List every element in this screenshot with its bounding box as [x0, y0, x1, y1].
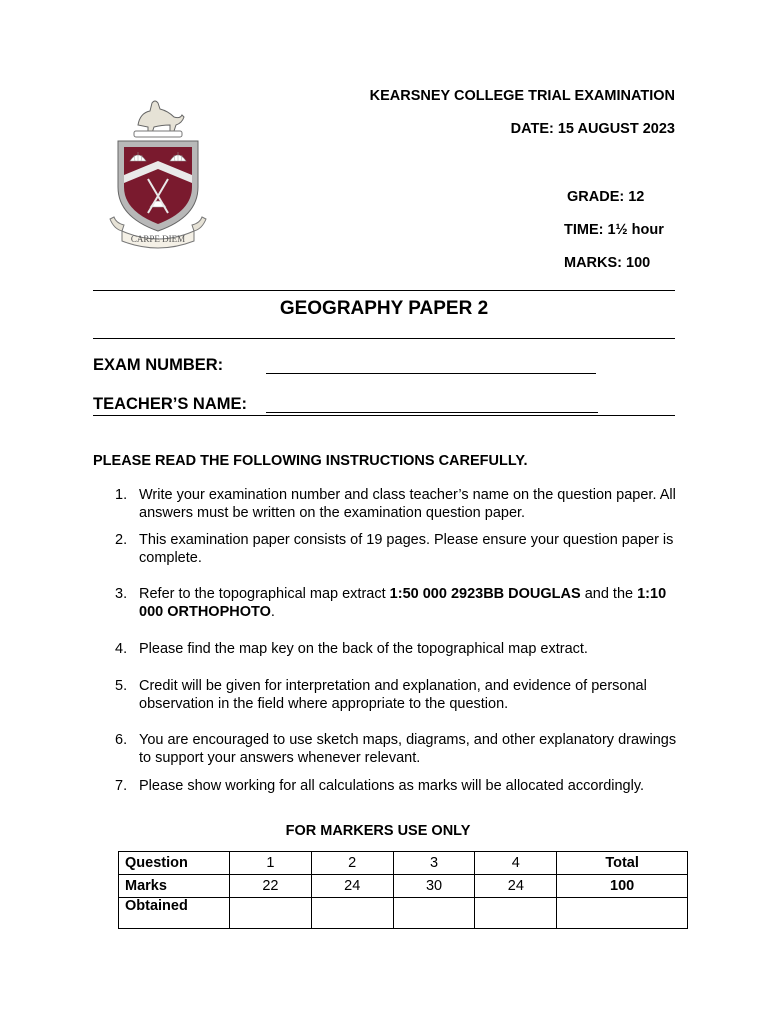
teacher-name-field[interactable]	[266, 412, 598, 413]
instruction-number: 1.	[115, 487, 128, 503]
crest-motto: CARPE DIEM	[130, 234, 186, 244]
question-number: 2	[311, 852, 393, 875]
instruction-text: You are encouraged to use sketch maps, diagrams, and other explanatory drawings to support your answers whenever relevant.	[139, 732, 677, 766]
question-marks: 24	[475, 875, 557, 898]
obtained-cell[interactable]	[475, 898, 557, 929]
row-label-question: Question	[119, 852, 230, 875]
instruction-number: 7.	[115, 778, 128, 794]
table-row	[119, 898, 688, 929]
row-label-obtained: Obtained	[119, 898, 230, 929]
obtained-cell[interactable]	[311, 898, 393, 929]
exam-marks: MARKS: 100	[564, 255, 651, 271]
exam-number-field[interactable]	[266, 373, 596, 374]
instruction-text: Write your examination number and class teacher’s name on the question paper. All answers must be written on the examination question paper.	[139, 487, 676, 521]
instruction-number: 4.	[115, 641, 128, 657]
instruction-text: Please find the map key on the back of the topographical map extract.	[139, 641, 588, 657]
title-top-rule	[93, 290, 675, 291]
exam-grade: GRADE: 12	[567, 189, 645, 205]
school-crest	[108, 95, 208, 253]
institution-heading: KEARSNEY COLLEGE TRIAL EXAMINATION	[369, 88, 675, 104]
instruction-number: 3.	[115, 586, 128, 602]
table-row	[119, 875, 688, 898]
instruction-text: Please show working for all calculations as marks will be allocated accordingly.	[139, 778, 645, 794]
question-number: 1	[230, 852, 312, 875]
exam-date: DATE: 15 AUGUST 2023	[510, 121, 675, 137]
title-bottom-rule	[93, 338, 675, 339]
exam-number-label: EXAM NUMBER:	[93, 356, 224, 374]
row-label-marks: Marks	[119, 875, 230, 898]
fields-bottom-rule	[93, 415, 675, 416]
instruction-number: 6.	[115, 732, 128, 748]
teacher-name-label: TEACHER’S NAME:	[93, 395, 248, 413]
obtained-cell[interactable]	[393, 898, 475, 929]
question-marks: 24	[311, 875, 393, 898]
question-number: 4	[475, 852, 557, 875]
instruction-text: Credit will be given for interpretation and explanation, and evidence of personal observation in the field where appropriate to the question.	[139, 678, 647, 712]
exam-time: TIME: 1½ hour	[564, 222, 664, 238]
question-number: 3	[393, 852, 475, 875]
markers-heading: FOR MARKERS USE ONLY	[285, 823, 471, 839]
total-header: Total	[557, 852, 688, 875]
page-title: GEOGRAPHY PAPER 2	[279, 298, 489, 319]
markers-table	[118, 851, 688, 929]
instruction-number: 5.	[115, 678, 128, 694]
table-row	[119, 852, 688, 875]
instruction-text: This examination paper consists of 19 pages. Please ensure your question paper is complete.	[139, 532, 674, 566]
obtained-total-cell[interactable]	[557, 898, 688, 929]
instruction-number: 2.	[115, 532, 128, 548]
instruction-text: Refer to the topographical map extract 1:50 000 2923BB DOUGLAS and the 1:10 000 ORTHOPHOTO.	[139, 586, 667, 620]
obtained-cell[interactable]	[230, 898, 312, 929]
question-marks: 30	[393, 875, 475, 898]
instructions-heading: PLEASE READ THE FOLLOWING INSTRUCTIONS CAREFULLY.	[93, 453, 528, 469]
question-marks: 22	[230, 875, 312, 898]
crest-icon	[108, 95, 208, 253]
total-marks: 100	[557, 875, 688, 898]
